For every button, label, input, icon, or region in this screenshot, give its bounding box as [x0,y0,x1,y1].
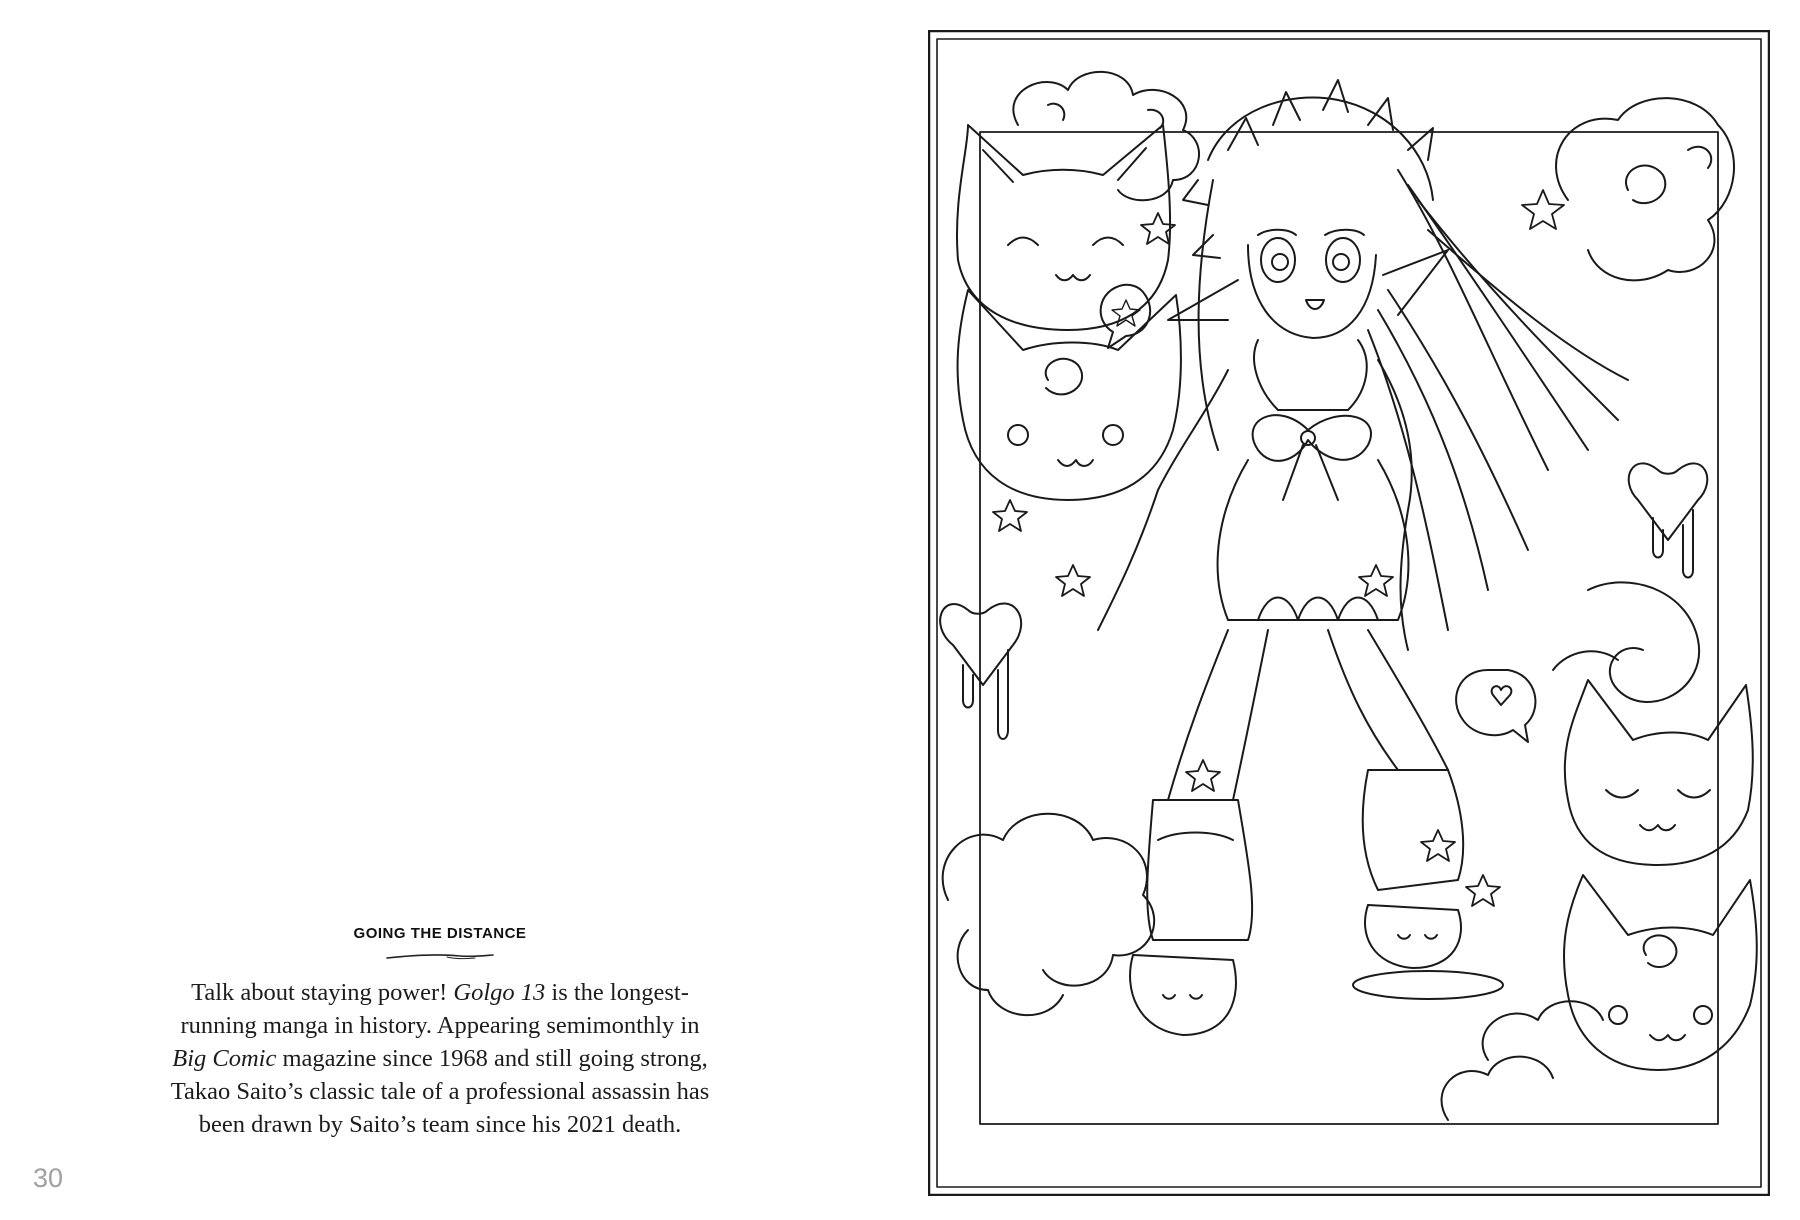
sidebar-heading: GOING THE DISTANCE [353,925,527,942]
inner-frame [937,39,1761,1187]
cloud-bottom-left [943,814,1155,986]
body-line-1: Talk about staying power! Golgo 13 is the longest- [191,979,689,1006]
cloud-top-left [1013,72,1199,200]
girl-figure [1098,80,1628,1035]
coloring-page [928,30,1770,1196]
body-line-3: Big Comic magazine since 1968 and still going strong, [172,1045,708,1072]
cat-face-icon [1565,680,1753,865]
sidebar-body [120,976,760,1141]
sidebar-text-block [120,925,760,1141]
cat-face-icon [957,125,1170,330]
cloud-bottom-right [1483,1001,1603,1060]
outer-frame [929,31,1769,1195]
speech-star-icon [1101,285,1150,348]
page-number: 30 [33,1163,64,1193]
shoe-right [1365,905,1461,968]
cat-face-icon [1564,875,1757,1070]
bow-icon [1253,415,1371,461]
body-line-4: Takao Saito’s classic tale of a professional assassin has [170,1078,710,1105]
dripping-heart-icon [1629,463,1708,577]
boot-right [1363,770,1463,890]
boot-left [1147,800,1252,940]
coloring-illustration [928,30,1770,1196]
shoe-left [1130,955,1236,1035]
body-line-2: running manga in history. Appearing semimonthly in [180,1012,700,1039]
swash-divider-icon [385,952,495,962]
cloud-swirl-top-right [1556,98,1734,280]
body-line-5: been drawn by Saito’s team since his 2021 death. [198,1111,682,1138]
swirl-tail [1588,582,1699,702]
speech-heart-icon [1456,670,1535,742]
